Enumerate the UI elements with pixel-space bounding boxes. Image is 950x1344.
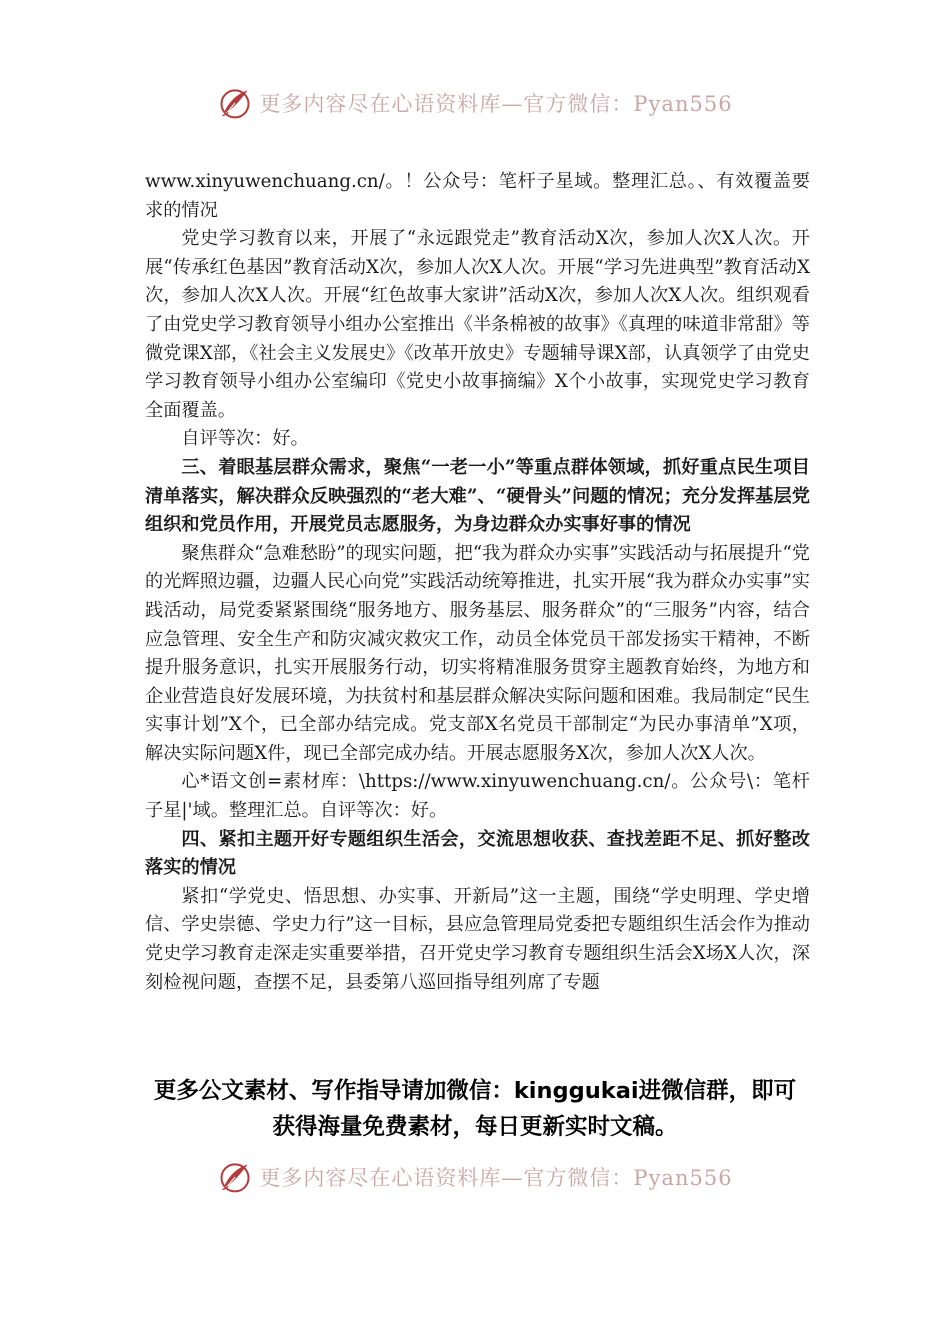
body-paragraph: 紧扣“学党史、悟思想、办实事、开新局”这一主题，围绕“学史明理、学史增信、学史崇德、学史力行”这一目标，县应急管理局党委把专题组织生活会作为推动党史学习教育走深走实重要举措，召开党史学习教育专题组织生活会X场X人次，深刻检视问题，查摆不足，县委第八巡回指导组列席了专题 [145, 885, 810, 993]
section-heading: 三、着眼基层群众需求，聚焦“一老一小”等重点群体领域，抓好重点民生项目清单落实，解决群众反映强烈的“老大难”、“硬骨头”问题的情况；充分发挥基层党组织和党员作用，开展党员志愿服务，为身边群众办实事好事的情况 [145, 456, 810, 536]
footer-watermark-banner [0, 1152, 950, 1202]
footer-watermark-text: 更多内容尽在心语资料库—官方微信：Pyan556 [259, 1166, 733, 1190]
body-paragraph: 心*语文创=素材库：\https://www.xinyuwenchuang.cn/。公众号\：笔杆子星|'域。整理汇总。自评等次：好。 [145, 771, 810, 822]
promo-note-line-1: 更多公文素材、写作指导请加微信：kinggukai进微信群，即可 [153, 1078, 797, 1104]
body-paragraph: 自评等次：好。 [181, 428, 309, 450]
body-paragraph: 党史学习教育以来，开展了“永远跟党走”教育活动X次，参加人次X人次。开展“传承红色基因”教育活动X次，参加人次X人次。开展“学习先进典型”教育活动X次，参加人次X人次。开展“红色故事大家讲”活动X次，参加人次X人次。组织观看了由党史学习教育领导小组办公室推出《半条棉被的故事》《真理的味道非常甜》等微党课X部，《社会主义发展史》《改革开放史》专题辅导课X部，认真领学了由党史学习教育领导小组办公室编印《党史小故事摘编》X个小故事，实现党史学习教育全面覆盖。 [145, 228, 810, 421]
section-heading: 四、紧扣主题开好专题组织生活会，交流思想收获、查找差距不足、抓好整改落实的情况 [145, 828, 810, 879]
body-paragraph: www.xinyuwenchuang.cn/。！公众号：笔杆子星域。整理汇总。、有效覆盖要求的情况 [145, 171, 810, 221]
quill-logo-icon [217, 85, 253, 121]
header-watermark-text: 更多内容尽在心语资料库—官方微信：Pyan556 [259, 92, 733, 116]
promo-note [100, 1073, 850, 1145]
quill-logo-icon [217, 1159, 253, 1195]
header-watermark-banner [0, 78, 950, 128]
body-paragraph: 聚焦群众“急难愁盼”的现实问题，把“我为群众办实事”实践活动与拓展提升“党的光辉照边疆，边疆人民心向党”实践活动统筹推进，扎实开展“我为群众办实事”实践活动，局党委紧紧围绕“服务地方、服务基层、服务群众”的“三服务”内容，结合应急管理、安全生产和防灾减灾救灾工作，动员全体党员干部发扬实干精神，不断提升服务意识，扎实开展服务行动，切实将精准服务贯穿主题教育始终，为地方和企业营造良好发展环境，为扶贫村和基层群众解决实际问题和困难。我局制定“民生实事计划”X个，已全部办结完成。党支部X名党员干部制定“为民办事清单”X项，解决实际问题X件，现已全部完成办结。开展志愿服务X次，参加人次X人次。 [145, 542, 810, 764]
document-body [145, 168, 810, 997]
promo-note-line-2: 获得海量免费素材，每日更新实时文稿。 [272, 1114, 678, 1140]
